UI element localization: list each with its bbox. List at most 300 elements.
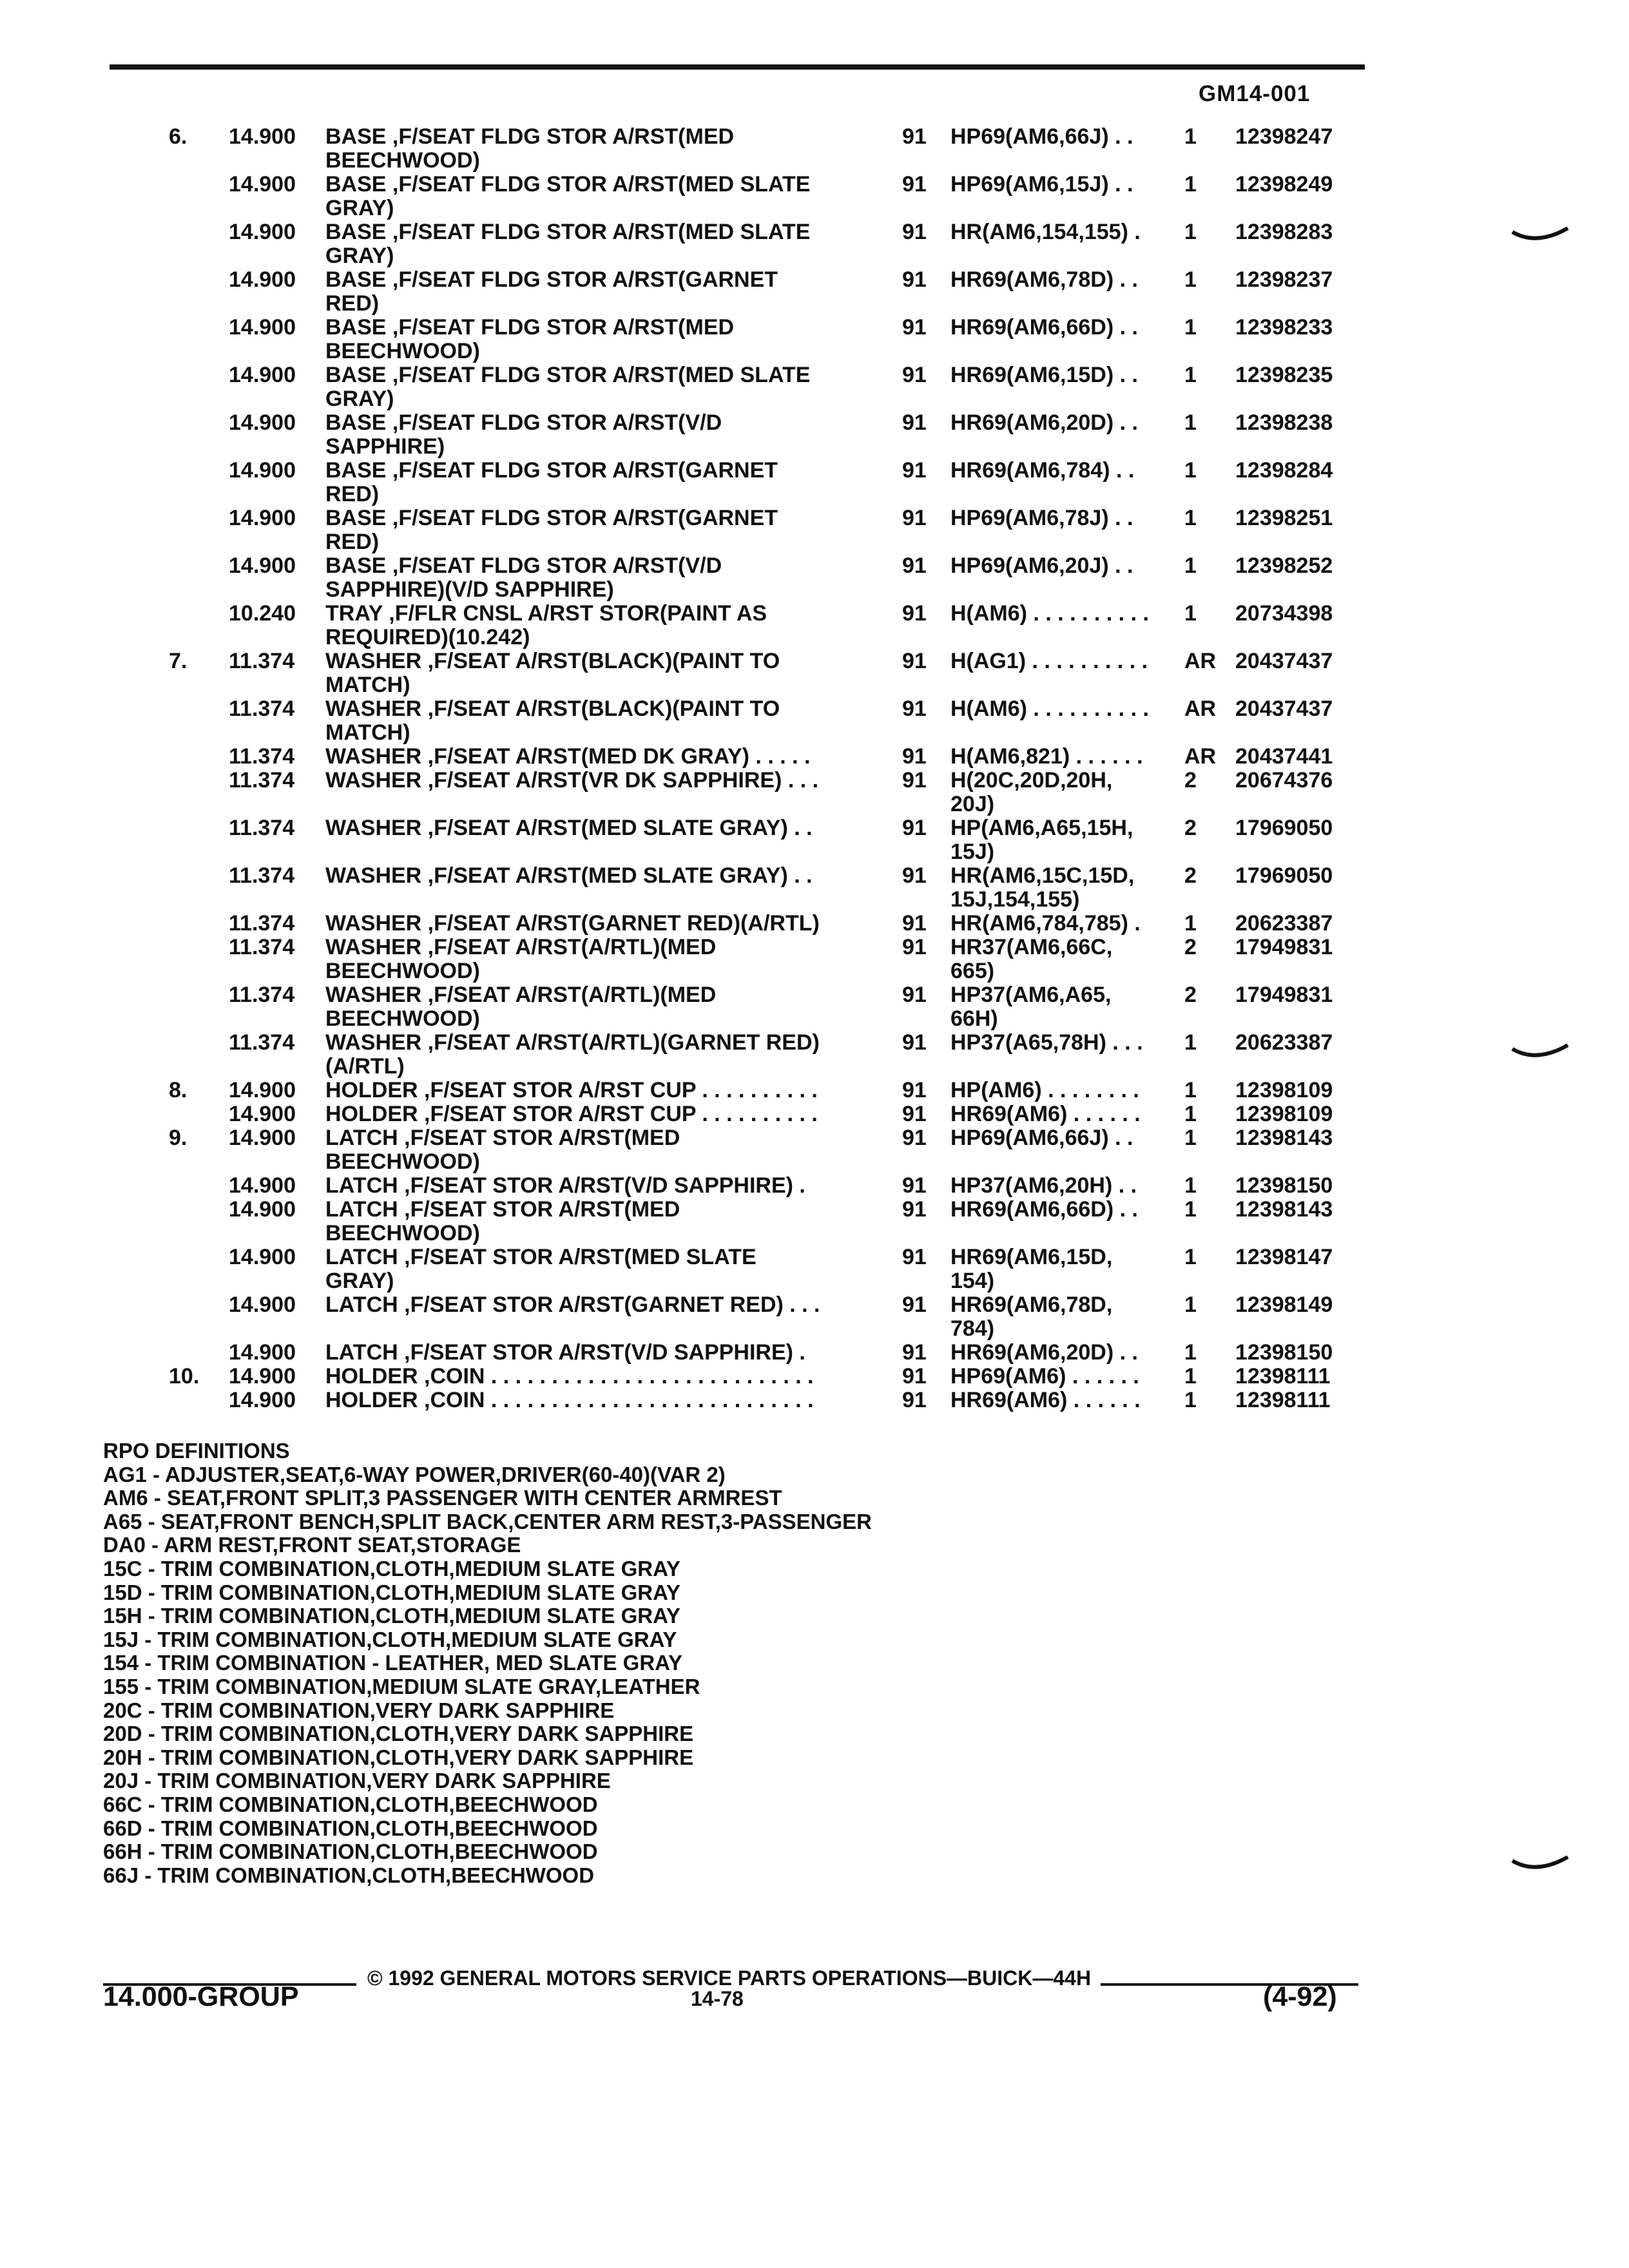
year: 91 [902, 816, 927, 840]
rpo-list [103, 1463, 872, 1888]
part-description: HOLDER ,F/SEAT STOR A/RST CUP . . . . . . . . . . [325, 1102, 818, 1126]
part-number: 12398149 [1235, 1293, 1333, 1317]
part-number: 12398247 [1235, 124, 1333, 149]
table-row [0, 1293, 1629, 1317]
year: 91 [902, 911, 927, 936]
model-application: HR69(AM6,15D) . . [950, 363, 1138, 387]
quantity: 1 [1184, 410, 1197, 435]
part-description: HOLDER ,COIN . . . . . . . . . . . . . . . . . . . . . . . . . . . [325, 1389, 814, 1412]
model-application: H(20C,20D,20H, [950, 769, 1113, 793]
model-application: H(AM6) . . . . . . . . . . [950, 602, 1149, 626]
figure-number: 6. [169, 124, 188, 149]
model-application: HR69(AM6,20D) . . [950, 411, 1138, 435]
year: 91 [902, 983, 927, 1007]
part-description: BASE ,F/SEAT FLDG STOR A/RST(MED SLATE [325, 173, 811, 197]
group-number: 14.900 [229, 1126, 296, 1150]
quantity: 1 [1184, 220, 1197, 244]
part-number: 12398147 [1235, 1245, 1333, 1269]
table-row [0, 316, 1629, 340]
quantity: AR [1184, 697, 1217, 721]
table-row [0, 244, 1629, 268]
year: 91 [902, 744, 927, 769]
quantity: 1 [1184, 1340, 1197, 1365]
quantity: 1 [1184, 172, 1197, 197]
part-description: BASE ,F/SEAT FLDG STOR A/RST(MED [325, 125, 735, 149]
part-description: GRAY) [325, 387, 394, 411]
quantity: 1 [1184, 1388, 1197, 1412]
group-number: 14.900 [229, 1197, 296, 1222]
model-application: HR69(AM6,78D, [950, 1293, 1113, 1317]
model-application: 15J) [950, 840, 995, 864]
part-description: LATCH ,F/SEAT STOR A/RST(V/D SAPPHIRE) . [325, 1341, 805, 1365]
model-application: 66H) [950, 1007, 998, 1031]
part-number: 20623387 [1235, 911, 1333, 936]
model-application: HP69(AM6,78J) . . [950, 506, 1133, 530]
quantity: 1 [1184, 267, 1197, 292]
part-description: WASHER ,F/SEAT A/RST(A/RTL)(MED [325, 983, 717, 1007]
quantity: 1 [1184, 1364, 1197, 1389]
rpo-definition: DA0 - ARM REST,FRONT SEAT,STORAGE [103, 1533, 521, 1557]
table-row [0, 888, 1629, 912]
quantity: 1 [1184, 1102, 1197, 1126]
part-description: SAPPHIRE)(V/D SAPPHIRE) [325, 578, 614, 602]
model-application: HR69(AM6,66D) . . [950, 1198, 1138, 1222]
group-number: 11.374 [229, 1030, 295, 1055]
rpo-definition: 155 - TRIM COMBINATION,MEDIUM SLATE GRAY,LEATHER [103, 1674, 700, 1698]
quantity: 1 [1184, 1078, 1197, 1102]
quantity: 1 [1184, 315, 1197, 340]
binder-tick-icon [1511, 227, 1569, 246]
rpo-definition: AM6 - SEAT,FRONT SPLIT,3 PASSENGER WITH CENTER ARMREST [103, 1486, 782, 1510]
year: 91 [902, 601, 927, 626]
model-application: HR69(AM6,78D) . . [950, 268, 1138, 292]
table-row [0, 1222, 1629, 1245]
quantity: 1 [1184, 363, 1197, 387]
table-row [0, 197, 1629, 220]
table-row [0, 1150, 1629, 1174]
year: 91 [902, 1364, 927, 1389]
part-number: 12398109 [1235, 1078, 1333, 1102]
table-row [0, 578, 1629, 602]
document-reference: GM14-001 [1199, 81, 1311, 106]
quantity: 1 [1184, 124, 1197, 149]
part-description: BEECHWOOD) [325, 149, 480, 173]
table-row [0, 769, 1629, 793]
part-description: HOLDER ,COIN . . . . . . . . . . . . . . . . . . . . . . . . . . . [325, 1365, 814, 1389]
part-description: GRAY) [325, 1269, 394, 1293]
model-application: 15J,154,155) [950, 888, 1080, 912]
table-row [0, 1079, 1629, 1102]
quantity: 2 [1184, 768, 1197, 793]
table-row [0, 1389, 1629, 1412]
part-description: MATCH) [325, 673, 410, 697]
part-number: 12398284 [1235, 458, 1333, 483]
rpo-definition: A65 - SEAT,FRONT BENCH,SPLIT BACK,CENTER ARM REST,3-PASSENGER [103, 1509, 872, 1533]
group-number: 14.900 [229, 1340, 296, 1365]
part-number: 12398143 [1235, 1126, 1333, 1150]
year: 91 [902, 315, 927, 340]
part-description: WASHER ,F/SEAT A/RST(GARNET RED)(A/RTL) [325, 912, 820, 936]
table-row [0, 149, 1629, 173]
figure-number: 9. [169, 1126, 188, 1150]
parts-list [0, 125, 1629, 1412]
year: 91 [902, 1245, 927, 1269]
part-number: 12398237 [1235, 267, 1333, 292]
part-description: WASHER ,F/SEAT A/RST(MED SLATE GRAY) . . [325, 864, 813, 888]
quantity: 1 [1184, 506, 1197, 530]
table-row [0, 649, 1629, 673]
model-application: HP37(AM6,A65, [950, 983, 1112, 1007]
table-row [0, 1174, 1629, 1198]
year: 91 [902, 1173, 927, 1198]
part-description: BASE ,F/SEAT FLDG STOR A/RST(V/D [325, 411, 722, 435]
model-application: HP69(AM6,66J) . . [950, 125, 1133, 149]
rpo-definition: 66D - TRIM COMBINATION,CLOTH,BEECHWOOD [103, 1816, 598, 1840]
table-row [0, 602, 1629, 626]
group-number: 14.900 [229, 267, 296, 292]
model-application: HR69(AM6) . . . . . . [950, 1389, 1141, 1412]
quantity: 2 [1184, 983, 1197, 1007]
table-row [0, 220, 1629, 244]
year: 91 [902, 935, 927, 959]
part-number: 20437437 [1235, 697, 1333, 721]
part-description: SAPPHIRE) [325, 435, 445, 459]
table-row [0, 626, 1629, 649]
rpo-definition: AG1 - ADJUSTER,SEAT,6-WAY POWER,DRIVER(60-40)(VAR 2) [103, 1462, 726, 1486]
model-application: HR(AM6,15C,15D, [950, 864, 1135, 888]
year: 91 [902, 458, 927, 483]
table-row [0, 673, 1629, 697]
model-application: 20J) [950, 793, 995, 816]
part-description: BASE ,F/SEAT FLDG STOR A/RST(GARNET [325, 506, 778, 530]
model-application: 154) [950, 1269, 995, 1293]
year: 91 [902, 124, 927, 149]
group-number: 11.374 [229, 649, 295, 673]
table-row [0, 1126, 1629, 1150]
year: 91 [902, 410, 927, 435]
year: 91 [902, 1340, 927, 1365]
group-number: 11.374 [229, 768, 295, 793]
part-description: BEECHWOOD) [325, 1007, 480, 1031]
table-row [0, 697, 1629, 721]
group-number: 14.900 [229, 1245, 296, 1269]
quantity: 1 [1184, 601, 1197, 626]
part-description: (A/RTL) [325, 1055, 405, 1079]
quantity: 1 [1184, 1126, 1197, 1150]
model-application: HP37(AM6,20H) . . [950, 1174, 1137, 1198]
model-application: HR69(AM6,66D) . . [950, 316, 1138, 340]
rpo-definition: 66H - TRIM COMBINATION,CLOTH,BEECHWOOD [103, 1840, 598, 1864]
part-description: LATCH ,F/SEAT STOR A/RST(MED SLATE [325, 1245, 757, 1269]
table-row [0, 1245, 1629, 1269]
year: 91 [902, 553, 927, 578]
table-row [0, 721, 1629, 745]
part-description: WASHER ,F/SEAT A/RST(VR DK SAPPHIRE) . . . [325, 769, 819, 793]
part-description: BASE ,F/SEAT FLDG STOR A/RST(MED SLATE [325, 363, 811, 387]
model-application: HR(AM6,154,155) . [950, 220, 1141, 244]
top-rule [110, 64, 1365, 70]
part-description: WASHER ,F/SEAT A/RST(A/RTL)(MED [325, 936, 717, 959]
table-row [0, 483, 1629, 506]
year: 91 [902, 267, 927, 292]
year: 91 [902, 1126, 927, 1150]
figure-number: 7. [169, 649, 188, 673]
group-number: 14.900 [229, 1388, 296, 1412]
group-number: 14.900 [229, 553, 296, 578]
group-number: 11.374 [229, 744, 295, 769]
year: 91 [902, 506, 927, 530]
table-row [0, 459, 1629, 483]
part-number: 12398238 [1235, 410, 1333, 435]
model-application: HR69(AM6,15D, [950, 1245, 1113, 1269]
year: 91 [902, 363, 927, 387]
rpo-definition: 15J - TRIM COMBINATION,CLOTH,MEDIUM SLATE GRAY [103, 1627, 677, 1651]
table-row [0, 816, 1629, 840]
part-number: 12398143 [1235, 1197, 1333, 1222]
rpo-definition: 20C - TRIM COMBINATION,VERY DARK SAPPHIRE [103, 1698, 615, 1722]
part-number: 20437441 [1235, 744, 1333, 769]
model-application: HP69(AM6,15J) . . [950, 173, 1133, 197]
part-description: LATCH ,F/SEAT STOR A/RST(GARNET RED) . . . [325, 1293, 820, 1317]
part-description: WASHER ,F/SEAT A/RST(MED SLATE GRAY) . . [325, 816, 813, 840]
quantity: 2 [1184, 935, 1197, 959]
model-application: HR37(AM6,66C, [950, 936, 1113, 959]
part-description: BASE ,F/SEAT FLDG STOR A/RST(GARNET [325, 268, 778, 292]
quantity: 2 [1184, 863, 1197, 888]
model-application: HP69(AM6,66J) . . [950, 1126, 1133, 1150]
part-number: 12398150 [1235, 1173, 1333, 1198]
group-number: 14.900 [229, 124, 296, 149]
table-row [0, 387, 1629, 411]
year: 91 [902, 697, 927, 721]
model-application: H(AM6,821) . . . . . . [950, 745, 1143, 769]
quantity: AR [1184, 744, 1217, 769]
part-description: BASE ,F/SEAT FLDG STOR A/RST(V/D [325, 554, 722, 578]
model-application: HR69(AM6,784) . . [950, 459, 1135, 483]
part-number: 17949831 [1235, 983, 1333, 1007]
table-row [0, 1269, 1629, 1293]
group-number: 14.900 [229, 315, 296, 340]
quantity: AR [1184, 649, 1217, 673]
part-description: GRAY) [325, 244, 394, 268]
part-description: WASHER ,F/SEAT A/RST(BLACK)(PAINT TO [325, 649, 780, 673]
part-description: WASHER ,F/SEAT A/RST(MED DK GRAY) . . . . . [325, 745, 811, 769]
part-number: 17969050 [1235, 816, 1333, 840]
year: 91 [902, 863, 927, 888]
group-number: 11.374 [229, 911, 295, 936]
part-number: 12398109 [1235, 1102, 1333, 1126]
part-description: MATCH) [325, 721, 410, 745]
figure-number: 10. [169, 1364, 200, 1389]
table-row [0, 268, 1629, 292]
model-application: 784) [950, 1317, 995, 1341]
model-application: HP(AM6,A65,15H, [950, 816, 1133, 840]
group-number: 14.900 [229, 1078, 296, 1102]
group-number: 14.900 [229, 363, 296, 387]
group-number: 11.374 [229, 863, 295, 888]
group-number: 14.900 [229, 1293, 296, 1317]
group-number: 14.900 [229, 220, 296, 244]
table-row [0, 1365, 1629, 1389]
group-number: 14.900 [229, 1364, 296, 1389]
model-application: H(AG1) . . . . . . . . . . [950, 649, 1148, 673]
table-row [0, 936, 1629, 959]
table-row [0, 506, 1629, 530]
table-row [0, 1341, 1629, 1365]
part-number: 20437437 [1235, 649, 1333, 673]
table-row [0, 340, 1629, 363]
group-number: 11.374 [229, 983, 295, 1007]
table-row [0, 1055, 1629, 1079]
part-description: TRAY ,F/FLR CNSL A/RST STOR(PAINT AS [325, 602, 767, 626]
part-number: 12398150 [1235, 1340, 1333, 1365]
rpo-heading: RPO DEFINITIONS [103, 1439, 290, 1463]
quantity: 1 [1184, 1173, 1197, 1198]
table-row [0, 1007, 1629, 1031]
year: 91 [902, 1388, 927, 1412]
year: 91 [902, 1293, 927, 1317]
group-number: 14.900 [229, 410, 296, 435]
year: 91 [902, 1102, 927, 1126]
rpo-definition: 66C - TRIM COMBINATION,CLOTH,BEECHWOOD [103, 1792, 598, 1816]
model-application: HP69(AM6,20J) . . [950, 554, 1133, 578]
part-number: 12398251 [1235, 506, 1333, 530]
table-row [0, 745, 1629, 769]
binder-tick-icon [1511, 1044, 1569, 1063]
part-description: BEECHWOOD) [325, 959, 480, 983]
part-description: LATCH ,F/SEAT STOR A/RST(MED [325, 1126, 680, 1150]
footer-page-number: 14-78 [691, 1987, 744, 2010]
table-row [0, 983, 1629, 1007]
part-number: 12398252 [1235, 553, 1333, 578]
year: 91 [902, 649, 927, 673]
part-number: 12398111 [1235, 1388, 1331, 1412]
table-row [0, 1102, 1629, 1126]
year: 91 [902, 172, 927, 197]
part-number: 12398111 [1235, 1364, 1331, 1389]
quantity: 1 [1184, 553, 1197, 578]
year: 91 [902, 1078, 927, 1102]
part-description: GRAY) [325, 197, 394, 220]
group-number: 14.900 [229, 458, 296, 483]
part-description: LATCH ,F/SEAT STOR A/RST(V/D SAPPHIRE) . [325, 1174, 805, 1198]
year: 91 [902, 1030, 927, 1055]
table-row [0, 173, 1629, 197]
table-row [0, 959, 1629, 983]
table-row [0, 840, 1629, 864]
part-number: 20623387 [1235, 1030, 1333, 1055]
group-number: 10.240 [229, 601, 296, 626]
table-row [0, 793, 1629, 816]
table-row [0, 1198, 1629, 1222]
part-description: BASE ,F/SEAT FLDG STOR A/RST(MED SLATE [325, 220, 811, 244]
table-row [0, 125, 1629, 149]
group-number: 11.374 [229, 816, 295, 840]
group-number: 14.900 [229, 172, 296, 197]
year: 91 [902, 1197, 927, 1222]
table-row [0, 554, 1629, 578]
part-description: BASE ,F/SEAT FLDG STOR A/RST(GARNET [325, 459, 778, 483]
part-description: RED) [325, 483, 380, 506]
rpo-definition: 154 - TRIM COMBINATION - LEATHER, MED SLATE GRAY [103, 1651, 682, 1675]
footer-group: 14.000-GROUP [103, 1981, 299, 2012]
rpo-definition: 20D - TRIM COMBINATION,CLOTH,VERY DARK SAPPHIRE [103, 1722, 694, 1746]
part-description: BEECHWOOD) [325, 340, 480, 363]
model-application: 665) [950, 959, 995, 983]
model-application: HP37(A65,78H) . . . [950, 1031, 1143, 1055]
quantity: 1 [1184, 1293, 1197, 1317]
model-application: HR(AM6,784,785) . [950, 912, 1141, 936]
model-application: HP69(AM6) . . . . . . [950, 1365, 1139, 1389]
group-number: 11.374 [229, 935, 295, 959]
rpo-definition: 15D - TRIM COMBINATION,CLOTH,MEDIUM SLATE GRAY [103, 1580, 680, 1604]
part-number: 17969050 [1235, 863, 1333, 888]
quantity: 1 [1184, 458, 1197, 483]
footer-date: (4-92) [1263, 1981, 1337, 2012]
model-application: HP(AM6) . . . . . . . . [950, 1079, 1139, 1102]
group-number: 14.900 [229, 1102, 296, 1126]
year: 91 [902, 220, 927, 244]
part-number: 12398283 [1235, 220, 1333, 244]
table-row [0, 864, 1629, 888]
binder-tick-icon [1511, 1856, 1569, 1875]
model-application: HR69(AM6) . . . . . . [950, 1102, 1141, 1126]
part-number: 12398249 [1235, 172, 1333, 197]
part-description: WASHER ,F/SEAT A/RST(A/RTL)(GARNET RED) [325, 1031, 820, 1055]
part-number: 20734398 [1235, 601, 1333, 626]
quantity: 2 [1184, 816, 1197, 840]
table-row [0, 1031, 1629, 1055]
quantity: 1 [1184, 1197, 1197, 1222]
part-description: BASE ,F/SEAT FLDG STOR A/RST(MED [325, 316, 735, 340]
quantity: 1 [1184, 1245, 1197, 1269]
part-description: BEECHWOOD) [325, 1222, 480, 1245]
figure-number: 8. [169, 1078, 188, 1102]
group-number: 14.900 [229, 1173, 296, 1198]
year: 91 [902, 768, 927, 793]
quantity: 1 [1184, 911, 1197, 936]
table-row [0, 912, 1629, 936]
group-number: 11.374 [229, 697, 295, 721]
table-row [0, 292, 1629, 316]
rpo-definition: 20H - TRIM COMBINATION,CLOTH,VERY DARK SAPPHIRE [103, 1745, 694, 1769]
quantity: 1 [1184, 1030, 1197, 1055]
table-row [0, 530, 1629, 554]
table-row [0, 363, 1629, 387]
rpo-definitions [103, 1439, 872, 1887]
part-description: RED) [325, 292, 380, 316]
table-row [0, 411, 1629, 435]
part-number: 12398233 [1235, 315, 1333, 340]
model-application: HR69(AM6,20D) . . [950, 1341, 1138, 1365]
part-number: 12398235 [1235, 363, 1333, 387]
table-row [0, 435, 1629, 459]
table-row [0, 1317, 1629, 1341]
rpo-definition: 66J - TRIM COMBINATION,CLOTH,BEECHWOOD [103, 1863, 595, 1887]
part-number: 17949831 [1235, 935, 1333, 959]
group-number: 14.900 [229, 506, 296, 530]
part-description: REQUIRED)(10.242) [325, 626, 530, 649]
footer-copyright: © 1992 GENERAL MOTORS SERVICE PARTS OPERATIONS—BUICK—44H [367, 1966, 1092, 1990]
model-application: H(AM6) . . . . . . . . . . [950, 697, 1149, 721]
part-description: LATCH ,F/SEAT STOR A/RST(MED [325, 1198, 680, 1222]
rpo-definition: 20J - TRIM COMBINATION,VERY DARK SAPPHIRE [103, 1769, 611, 1793]
part-description: RED) [325, 530, 380, 554]
rpo-definition: 15C - TRIM COMBINATION,CLOTH,MEDIUM SLATE GRAY [103, 1556, 680, 1581]
part-number: 20674376 [1235, 768, 1333, 793]
part-description: BEECHWOOD) [325, 1150, 480, 1174]
rpo-definition: 15H - TRIM COMBINATION,CLOTH,MEDIUM SLATE GRAY [103, 1604, 680, 1628]
